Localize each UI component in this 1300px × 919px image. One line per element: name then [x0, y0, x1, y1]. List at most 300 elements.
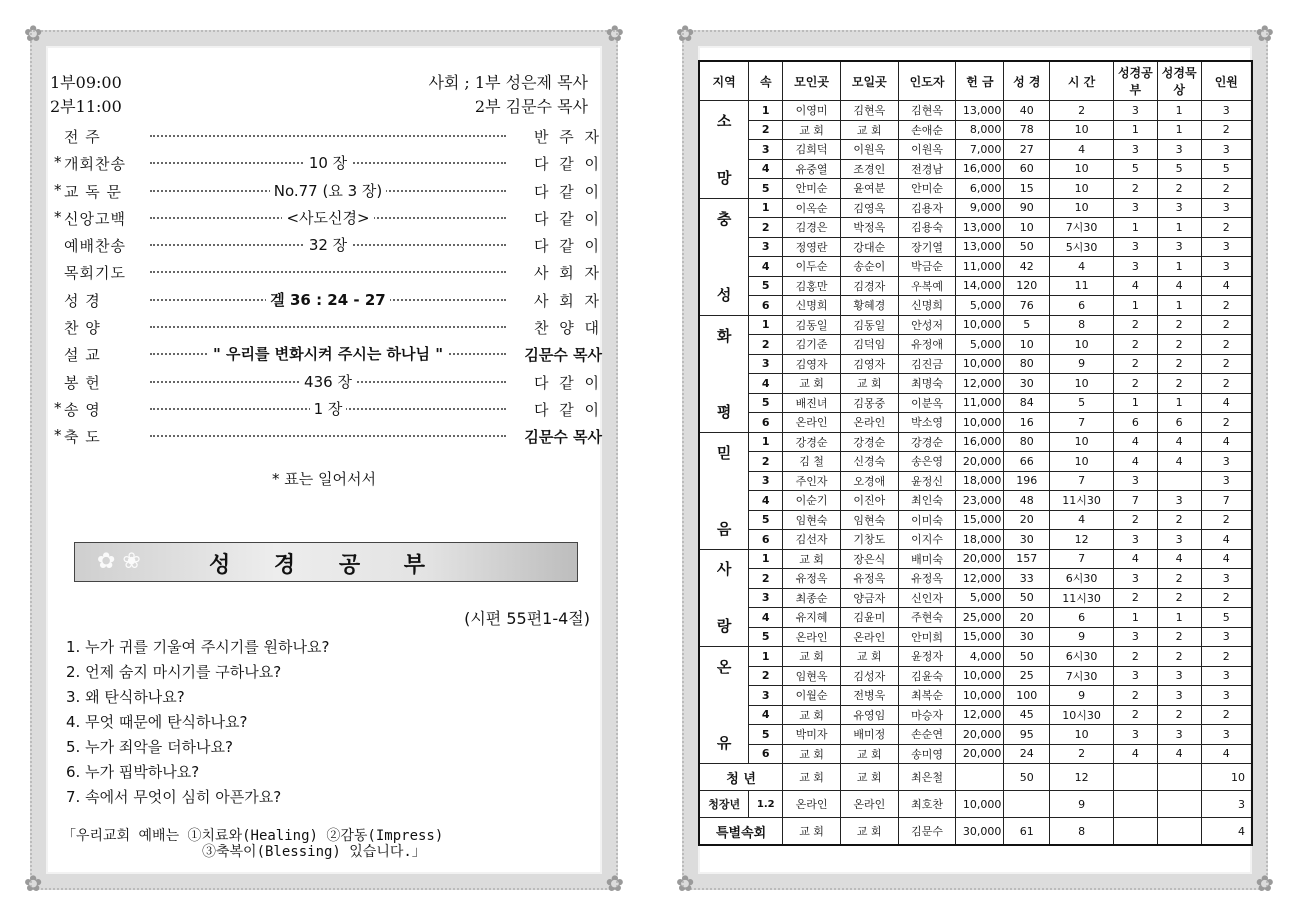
flower-ornament-icon: ✿ — [676, 872, 695, 897]
table-cell: 윤정신 — [898, 471, 956, 491]
table-cell: 우복예 — [898, 276, 956, 296]
table-cell — [1113, 791, 1157, 818]
column-header: 헌 금 — [956, 61, 1004, 101]
table-header-row — [699, 61, 1252, 101]
table-row — [699, 549, 1252, 569]
table-cell: 4 — [1201, 276, 1252, 296]
table-cell: 5 — [1004, 315, 1050, 335]
table-cell: 50 — [1004, 588, 1050, 608]
offering-cell: 10,000 — [956, 354, 1004, 374]
table-cell: 3 — [1157, 237, 1201, 257]
table-cell: 2 — [1201, 647, 1252, 667]
table-row — [699, 354, 1252, 374]
table-cell: 마승자 — [898, 705, 956, 725]
area-name-bottom: 유 — [716, 734, 732, 752]
table-cell: 2 — [1201, 179, 1252, 199]
leader-line-2: 2부 김문수 목사 — [474, 97, 588, 116]
table-cell: 20 — [1004, 608, 1050, 628]
offering-cell: 9,000 — [956, 198, 1004, 218]
offering-cell: 10,000 — [956, 791, 1004, 818]
table-cell: 2 — [1201, 335, 1252, 355]
table-cell: 김용숙 — [898, 218, 956, 238]
order-item-leader: 다 같 이 — [533, 209, 602, 228]
table-cell: 온라인 — [840, 791, 898, 818]
question-item: 6. 누가 핍박하나요? — [66, 763, 200, 781]
order-item — [54, 177, 602, 204]
flower-ornament-icon: ✿ — [605, 872, 624, 897]
table-cell: 교 회 — [783, 647, 841, 667]
offering-cell: 10,000 — [956, 413, 1004, 433]
table-cell: 10 — [1004, 218, 1050, 238]
table-cell: 양금자 — [840, 588, 898, 608]
table-cell: 4 — [1201, 549, 1252, 569]
flower-ornament-icon: ✿ — [1255, 872, 1274, 897]
table-cell: 3 — [1201, 725, 1252, 745]
table-cell: 8 — [1050, 818, 1114, 846]
order-item-name: 신앙고백 — [64, 209, 126, 228]
bulletin-right-page — [676, 22, 1274, 897]
table-cell: 교 회 — [840, 744, 898, 764]
table-cell: 3 — [1113, 627, 1157, 647]
offering-cell: 15,000 — [956, 510, 1004, 530]
worship-order — [54, 122, 602, 450]
row-label: 청장년 — [699, 791, 749, 818]
table-cell: 5 — [1050, 393, 1114, 413]
table-cell: 이분옥 — [898, 393, 956, 413]
table-cell: 60 — [1004, 159, 1050, 179]
table-cell: 196 — [1004, 471, 1050, 491]
group-number: 1 — [749, 549, 783, 569]
table-cell: 10 — [1201, 764, 1252, 791]
table-cell: 10 — [1050, 120, 1114, 140]
cell-group-attendance-table — [698, 60, 1253, 846]
table-cell: 강경순 — [840, 432, 898, 452]
table-cell: 10 — [1050, 725, 1114, 745]
table-row — [699, 452, 1252, 472]
column-header: 성경묵상 — [1157, 61, 1201, 101]
table-cell — [1157, 471, 1201, 491]
table-cell: 40 — [1004, 101, 1050, 121]
table-cell: 교 회 — [840, 647, 898, 667]
table-cell: 3 — [1113, 725, 1157, 745]
table-row — [699, 179, 1252, 199]
group-number: 4 — [749, 257, 783, 277]
offering-cell: 14,000 — [956, 276, 1004, 296]
order-item-detail-text: 10 장 — [305, 154, 351, 172]
table-cell: 교 회 — [840, 818, 898, 846]
table-cell: 교 회 — [840, 374, 898, 394]
table-cell: 김용자 — [898, 198, 956, 218]
table-row — [699, 276, 1252, 296]
table-cell: 4 — [1201, 818, 1252, 846]
table-cell: 박미자 — [783, 725, 841, 745]
table-cell: 4 — [1113, 452, 1157, 472]
flower-ornament-icon: ✿ — [1255, 22, 1274, 47]
table-cell: 3 — [1113, 237, 1157, 257]
flower-ornament-icon: ✿ — [605, 22, 624, 47]
group-number: 5 — [749, 179, 783, 199]
table-cell — [1157, 818, 1201, 846]
table-cell: 1 — [1157, 218, 1201, 238]
table-cell: 9 — [1050, 354, 1114, 374]
table-row — [699, 315, 1252, 335]
table-row — [699, 140, 1252, 160]
table-cell: 안미순 — [783, 179, 841, 199]
table-cell: 7시30 — [1050, 666, 1114, 686]
table-cell: 3 — [1157, 491, 1201, 511]
table-row — [699, 491, 1252, 511]
table-cell: 50 — [1004, 764, 1050, 791]
question-item: 1. 누가 귀를 기울여 주시기를 원하나요? — [66, 638, 330, 656]
group-number: 1 — [749, 647, 783, 667]
table-cell: 4 — [1113, 276, 1157, 296]
table-cell: 최종순 — [783, 588, 841, 608]
table-cell: 온라인 — [783, 627, 841, 647]
area-name — [699, 198, 749, 315]
table-cell: 김영옥 — [840, 198, 898, 218]
standing-marker: * — [54, 180, 62, 199]
table-cell: 2 — [1157, 569, 1201, 589]
table-cell: 이순기 — [783, 491, 841, 511]
table-cell: 10 — [1050, 179, 1114, 199]
dot-leader — [150, 271, 506, 273]
order-item-detail-text: " 우리를 변화시켜 주시는 하나님 " — [209, 345, 447, 363]
offering-cell: 20,000 — [956, 452, 1004, 472]
order-item-detail — [150, 398, 506, 419]
table-row — [699, 471, 1252, 491]
table-cell: 30 — [1004, 374, 1050, 394]
offering-cell: 13,000 — [956, 101, 1004, 121]
area-name-top: 화 — [716, 326, 732, 345]
offering-cell: 10,000 — [956, 666, 1004, 686]
table-row — [699, 374, 1252, 394]
table-cell: 10 — [1004, 335, 1050, 355]
table-cell: 3 — [1201, 101, 1252, 121]
group-number: 1 — [749, 101, 783, 121]
table-cell: 90 — [1004, 198, 1050, 218]
offering-cell: 20,000 — [956, 744, 1004, 764]
table-cell: 33 — [1004, 569, 1050, 589]
table-cell: 1 — [1113, 608, 1157, 628]
offering-cell: 4,000 — [956, 647, 1004, 667]
table-row — [699, 218, 1252, 238]
group-number: 2 — [749, 120, 783, 140]
table-cell: 2 — [1113, 705, 1157, 725]
order-item-leader: 다 같 이 — [533, 237, 602, 256]
table-cell: 2 — [1201, 588, 1252, 608]
table-cell: 온라인 — [783, 791, 841, 818]
offering-cell: 11,000 — [956, 257, 1004, 277]
table-row — [699, 588, 1252, 608]
order-item-leader: 김문수 목사 — [524, 428, 602, 447]
table-cell — [1113, 764, 1157, 791]
order-item-detail — [150, 371, 506, 392]
table-cell — [1157, 764, 1201, 791]
table-cell: 3 — [1201, 791, 1252, 818]
offering-cell: 16,000 — [956, 432, 1004, 452]
group-number: 3 — [749, 354, 783, 374]
order-item-leader: 김문수 목사 — [524, 346, 602, 365]
table-cell: 김희덕 — [783, 140, 841, 160]
table-row — [699, 257, 1252, 277]
table-cell: 교 회 — [783, 744, 841, 764]
order-item-leader: 찬 양 대 — [533, 319, 602, 338]
table-cell: 강경순 — [783, 432, 841, 452]
leader-line-1: 사회 ; 1부 성은제 목사 — [428, 73, 588, 92]
flower-ornament-icon: ✿ — [24, 22, 43, 47]
bible-study-banner — [74, 542, 578, 582]
dot-leader — [150, 326, 506, 328]
table-cell: 24 — [1004, 744, 1050, 764]
table-cell: 1 — [1157, 393, 1201, 413]
table-cell: 윤정자 — [898, 647, 956, 667]
table-cell: 5 — [1201, 159, 1252, 179]
table-cell: 16 — [1004, 413, 1050, 433]
order-item-detail — [150, 289, 506, 310]
table-cell: 윤여분 — [840, 179, 898, 199]
table-cell: 강대순 — [840, 237, 898, 257]
order-item-name: 전 주 — [64, 128, 101, 146]
column-header: 모일곳 — [840, 61, 898, 101]
table-cell: 1 — [1113, 218, 1157, 238]
table-cell: 3 — [1113, 471, 1157, 491]
table-row — [699, 818, 1252, 846]
order-item-detail — [150, 207, 506, 228]
table-cell: 3 — [1157, 725, 1201, 745]
group-number: 3 — [749, 686, 783, 706]
order-item-detail — [150, 343, 506, 364]
table-cell: 김몽중 — [840, 393, 898, 413]
table-cell: 30 — [1004, 530, 1050, 550]
table-cell: 3 — [1113, 530, 1157, 550]
table-cell: 장기열 — [898, 237, 956, 257]
order-item-name: 개회찬송 — [64, 155, 126, 174]
table-cell: 48 — [1004, 491, 1050, 511]
column-header: 성경공부 — [1113, 61, 1157, 101]
table-cell: 손애순 — [898, 120, 956, 140]
table-cell: 최은철 — [898, 764, 956, 791]
table-cell: 교 회 — [840, 764, 898, 791]
offering-cell: 12,000 — [956, 705, 1004, 725]
offering-cell: 10,000 — [956, 686, 1004, 706]
table-cell: 유중열 — [783, 159, 841, 179]
table-row — [699, 686, 1252, 706]
table-cell: 2 — [1157, 374, 1201, 394]
table-cell: 12 — [1050, 764, 1114, 791]
table-cell: 송미영 — [898, 744, 956, 764]
table-cell: 3 — [1157, 530, 1201, 550]
order-item-detail — [150, 152, 506, 173]
table-cell: 2 — [1157, 179, 1201, 199]
table-cell: 100 — [1004, 686, 1050, 706]
table-cell: 7시30 — [1050, 218, 1114, 238]
table-cell: 김경은 — [783, 218, 841, 238]
order-item-detail — [150, 234, 506, 255]
table-cell: 3 — [1113, 101, 1157, 121]
table-cell: 최복순 — [898, 686, 956, 706]
table-cell: 2 — [1201, 315, 1252, 335]
church-motto — [62, 825, 444, 860]
table-cell: 주현숙 — [898, 608, 956, 628]
table-cell: 15 — [1004, 179, 1050, 199]
table-cell: 박정옥 — [840, 218, 898, 238]
column-header: 시 간 — [1050, 61, 1114, 101]
table-row — [699, 120, 1252, 140]
table-cell: 2 — [1157, 647, 1201, 667]
question-item: 2. 언제 숨지 마시기를 구하나요? — [66, 663, 282, 681]
offering-cell: 15,000 — [956, 627, 1004, 647]
order-item-name: 교 독 문 — [64, 182, 123, 201]
table-cell: 유정애 — [898, 335, 956, 355]
table-cell: 송순이 — [840, 257, 898, 277]
table-cell: 9 — [1050, 627, 1114, 647]
order-item-name: 예배찬송 — [64, 237, 126, 256]
table-row — [699, 159, 1252, 179]
order-item-detail-text: <사도신경> — [282, 209, 373, 227]
table-cell: 6 — [1050, 296, 1114, 316]
table-cell: 2 — [1157, 315, 1201, 335]
table-cell: 1 — [1113, 296, 1157, 316]
table-cell: 3 — [1157, 198, 1201, 218]
area-name — [699, 101, 749, 199]
column-header: 인원 — [1201, 61, 1252, 101]
table-cell: 3 — [1201, 666, 1252, 686]
table-cell: 3 — [1113, 666, 1157, 686]
group-number: 5 — [749, 627, 783, 647]
table-cell: 10 — [1050, 452, 1114, 472]
table-cell — [1113, 818, 1157, 846]
table-cell: 2 — [1201, 218, 1252, 238]
group-number: 3 — [749, 588, 783, 608]
table-cell: 최명숙 — [898, 374, 956, 394]
offering-cell: 13,000 — [956, 237, 1004, 257]
table-cell: 3 — [1201, 686, 1252, 706]
table-cell: 김윤숙 — [898, 666, 956, 686]
standing-marker: * — [54, 207, 62, 226]
table-cell: 2 — [1157, 705, 1201, 725]
table-row — [699, 627, 1252, 647]
bulletin-left-page — [24, 22, 624, 897]
table-cell: 김홍만 — [783, 276, 841, 296]
table-cell: 이영미 — [783, 101, 841, 121]
table-cell: 10 — [1050, 159, 1114, 179]
table-cell: 7 — [1201, 491, 1252, 511]
table-cell: 2 — [1113, 354, 1157, 374]
table-cell: 6 — [1157, 413, 1201, 433]
table-cell: 50 — [1004, 647, 1050, 667]
table-cell: 25 — [1004, 666, 1050, 686]
table-cell: 3 — [1113, 569, 1157, 589]
table-cell: 3 — [1201, 627, 1252, 647]
table-cell: 95 — [1004, 725, 1050, 745]
group-number: 2 — [749, 666, 783, 686]
offering-cell: 12,000 — [956, 374, 1004, 394]
table-cell: 김덕임 — [840, 335, 898, 355]
table-cell: 김진금 — [898, 354, 956, 374]
table-cell: 3 — [1157, 666, 1201, 686]
table-cell: 안미순 — [898, 179, 956, 199]
table-cell: 2 — [1201, 374, 1252, 394]
table-cell: 4 — [1157, 549, 1201, 569]
offering-cell — [956, 764, 1004, 791]
table-cell: 7 — [1050, 471, 1114, 491]
order-item — [54, 422, 602, 449]
table-row — [699, 608, 1252, 628]
service-time-2: 2부11:00 — [50, 97, 122, 116]
table-row — [699, 530, 1252, 550]
order-item-name: 축 도 — [64, 428, 101, 447]
table-cell: 1 — [1157, 608, 1201, 628]
table-cell: 김성자 — [840, 666, 898, 686]
table-cell: 오경애 — [840, 471, 898, 491]
offering-cell: 6,000 — [956, 179, 1004, 199]
group-number: 1 — [749, 315, 783, 335]
order-item-detail — [150, 180, 506, 201]
table-cell: 1 — [1157, 120, 1201, 140]
table-cell: 박금순 — [898, 257, 956, 277]
table-cell: 김기준 — [783, 335, 841, 355]
table-row — [699, 432, 1252, 452]
table-cell: 7 — [1050, 549, 1114, 569]
order-item — [54, 313, 602, 340]
table-cell: 3 — [1201, 257, 1252, 277]
order-item — [54, 122, 602, 149]
table-cell: 조경인 — [840, 159, 898, 179]
order-item — [54, 258, 602, 285]
table-cell: 3 — [1201, 198, 1252, 218]
table-cell: 안미희 — [898, 627, 956, 647]
question-item: 3. 왜 탄식하나요? — [66, 688, 185, 706]
table-cell: 교 회 — [783, 818, 841, 846]
table-row — [699, 791, 1252, 818]
table-cell: 80 — [1004, 432, 1050, 452]
table-cell: 온라인 — [840, 627, 898, 647]
table-cell: 10 — [1050, 432, 1114, 452]
table-cell: 2 — [1113, 588, 1157, 608]
table-row — [699, 569, 1252, 589]
table-cell: 이옥순 — [783, 198, 841, 218]
table-cell: 8 — [1050, 315, 1114, 335]
order-item-name: 목회기도 — [64, 264, 126, 283]
table-cell: 김영자 — [840, 354, 898, 374]
table-cell: 이원옥 — [840, 140, 898, 160]
table-cell: 2 — [1201, 296, 1252, 316]
area-name — [699, 647, 749, 764]
table-cell: 김동일 — [783, 315, 841, 335]
order-item — [54, 340, 602, 367]
order-item-leader: 반 주 자 — [533, 128, 602, 146]
order-item-detail-text: 1 장 — [310, 400, 347, 418]
table-cell: 45 — [1004, 705, 1050, 725]
motto-line-1: 「우리교회 예배는 ①치료와(Healing) ②감동(Impress) — [62, 828, 444, 844]
daisy-icon: ✿ ❀ — [97, 549, 141, 574]
table-cell: 이두순 — [783, 257, 841, 277]
area-name — [699, 315, 749, 432]
area-name-bottom: 평 — [716, 402, 732, 421]
table-cell: 2 — [1201, 120, 1252, 140]
order-item-detail-text: 436 장 — [300, 373, 356, 391]
table-cell: 27 — [1004, 140, 1050, 160]
order-item-leader: 다 같 이 — [533, 373, 602, 392]
table-cell: 2 — [1113, 647, 1157, 667]
column-header: 성 경 — [1004, 61, 1050, 101]
table-cell: 신경숙 — [840, 452, 898, 472]
area-name — [699, 549, 749, 647]
table-cell: 배미숙 — [898, 549, 956, 569]
offering-cell: 16,000 — [956, 159, 1004, 179]
offering-cell: 11,000 — [956, 393, 1004, 413]
table-cell: 2 — [1113, 510, 1157, 530]
